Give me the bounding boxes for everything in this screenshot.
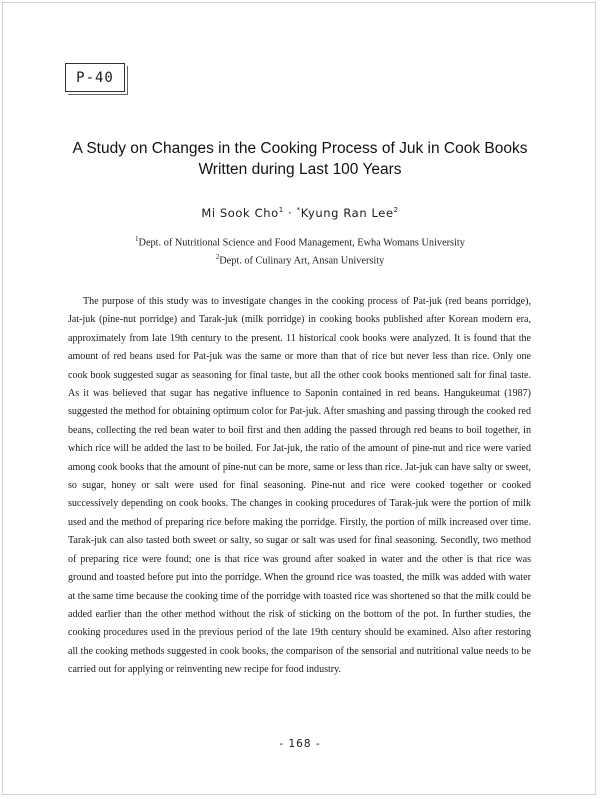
- affiliation-1-mark: 1: [135, 235, 139, 243]
- author-1: Mi Sook Cho: [201, 206, 279, 220]
- author-2-affil-mark: 2: [393, 206, 399, 215]
- affiliation-2-mark: 2: [215, 253, 220, 262]
- abstract-body: The purpose of this study was to investigate changes in the cooking process of Pat-juk (red beans porridge), Jat-juk (pine-nut porridge) and Tarak-juk (milk porridge) in cooking books published after Korean modern era, approximately from late 19th century to the present. 11 historical cook books were analyzed. It is found that the amount of red beans used for Pat-juk was the same or more than that of rice but never less than rice. Only one cook book suggested sugar as seasoning for final taste, but all the other cook books mentioned salt for final taste. As it was believed that sugar has negative influence to Saponin contained in red beans. Hangukeumat (1987) suggested the method for obtaining optimum color for Pat-juk. After smashing and passing through the cooked red beans, collecting the red bean water to boil first and then adding the passed through red beans to boil together, in which rice will be added the last to be boiled. For Jat-juk, the ratio of the amount of pine-nut and rice were varied among cook books that the amount of pine-nut can be more, same or less than rice. Jat-juk can have salty or sweet, so sugar, honey or salt were used for final seasoning. Pine-nut and rice were cooked together or cooked successively depending on cook books. The changes in cooking procedures of Tarak-juk were the portion of milk used and the method of preparing rice before making the porridge. Firstly, the portion of milk increased over time. Tarak-juk can also tasted both sweet or salty, so sugar or salt was used for final seasoning. Secondly, two method of preparing rice were found; one is that rice was ground after soaked in water and the other is that rice was ground and toasted before put into the porridge. When the ground rice was toasted, the milk was added with water at the same time because the cooking time of the porridge with toasted rice was shortened so that the milk could be added earlier than the other method without the risk of sticking on the bottom of the pot. In further studies, the cooking procedures used in the previous period of the late 19th century should be examined. Also after restoring all the cooking methods suggested in cook books, the comparison of the sensorial and nutritional value needs to be carried out for applying or reinventing new recipe for food industry.: [68, 296, 531, 676]
- author-separator: ·: [283, 206, 297, 220]
- affiliation-2-text: Dept. of Culinary Art, Ansan University: [219, 255, 385, 267]
- affiliations: [0, 232, 600, 269]
- author-2: Kyung Ran Lee: [300, 206, 394, 220]
- corresponding-mark: *: [296, 206, 301, 215]
- poster-code-box: [65, 63, 125, 92]
- affiliation-1: [0, 232, 600, 250]
- paper-title: [30, 138, 570, 180]
- title-line-2: Written during Last 100 Years: [198, 161, 402, 178]
- page-number: - 168 -: [279, 738, 321, 750]
- title-line-1: A Study on Changes in the Cooking Process of Juk in Cook Books: [72, 140, 528, 157]
- affiliation-1-text: Dept. of Nutritional Science and Food Management, Ewha Womans University: [138, 237, 465, 249]
- author-1-affil-mark: 1: [278, 206, 284, 215]
- affiliation-2: [0, 250, 600, 268]
- poster-code: P-40: [76, 69, 114, 86]
- author-list: [0, 206, 600, 220]
